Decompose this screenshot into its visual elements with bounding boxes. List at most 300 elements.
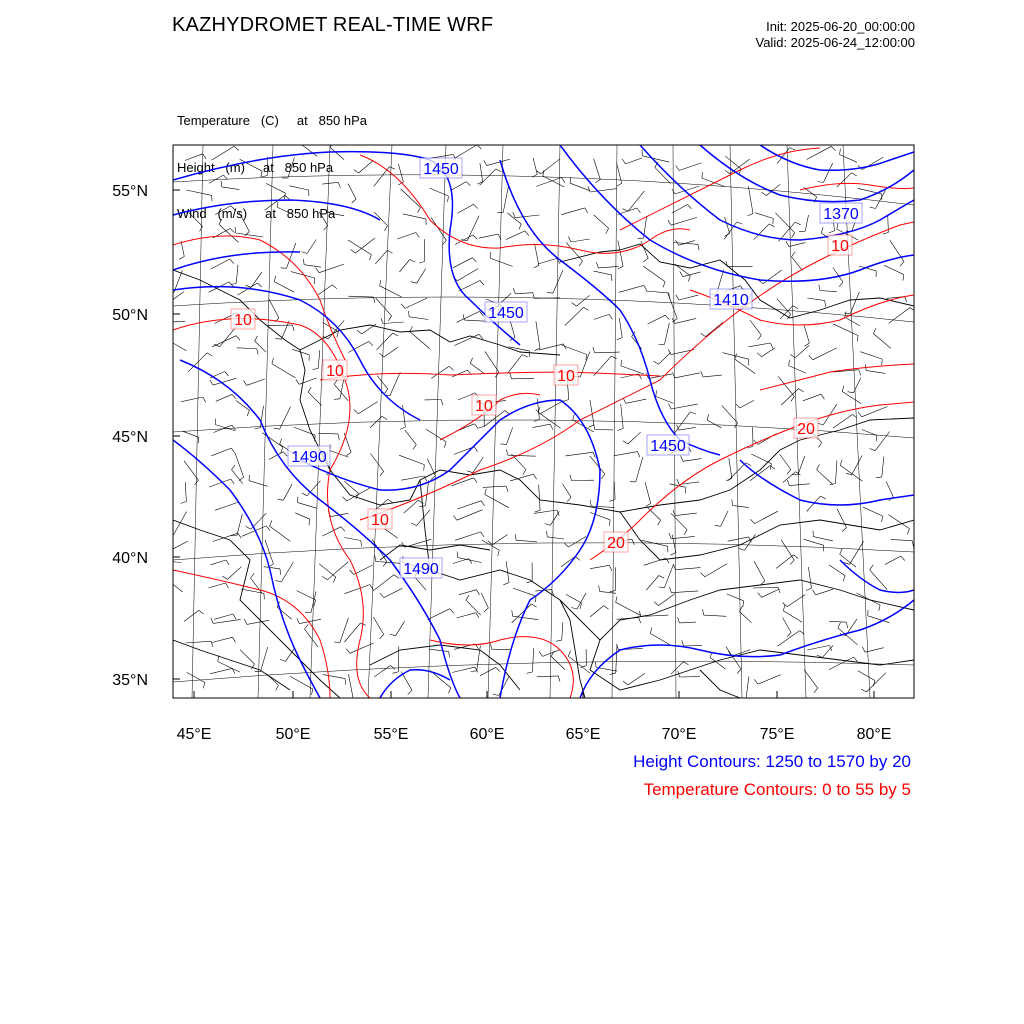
wind-barb-flag <box>303 259 304 265</box>
wind-barb <box>884 265 904 274</box>
wind-barb <box>725 217 730 233</box>
wind-barb-flag <box>519 224 521 230</box>
wind-barb-flag <box>474 478 478 483</box>
wind-barb <box>594 159 601 180</box>
wind-barb <box>565 452 593 456</box>
wind-barb <box>789 243 806 247</box>
wind-barb-flag <box>245 285 251 287</box>
wind-barb <box>783 611 802 623</box>
wind-barb <box>373 617 383 635</box>
wind-barb <box>562 622 563 640</box>
wind-barb <box>457 501 481 509</box>
wind-barb-flag <box>322 576 327 579</box>
wind-barb-flag <box>210 380 213 385</box>
wind-barb <box>212 146 235 160</box>
wind-barb-flag <box>543 170 544 176</box>
wind-barb <box>396 621 405 636</box>
wind-barb <box>594 215 609 228</box>
wind-barb <box>727 594 744 601</box>
wind-barb <box>291 272 315 278</box>
wind-barb <box>457 613 476 618</box>
wind-barb <box>464 320 485 321</box>
wind-barb-flag <box>203 682 204 688</box>
wind-barb <box>780 454 791 470</box>
wind-barb-flag <box>255 336 258 341</box>
temperature-contour-label: 10 <box>475 398 493 415</box>
wind-barb-flag <box>842 386 844 392</box>
wind-barb <box>414 577 426 591</box>
wind-barb-flag <box>484 608 489 612</box>
wind-barb <box>281 562 293 582</box>
wind-barb <box>374 212 387 225</box>
wind-barb-flag <box>665 315 669 320</box>
wind-barb-flag <box>311 689 313 695</box>
wind-barb <box>403 405 406 427</box>
wind-barb-flag <box>305 624 309 629</box>
wind-barb-flag <box>390 634 396 636</box>
wind-barb <box>211 560 226 565</box>
lon-label: 50°E <box>275 726 311 743</box>
wind-barb <box>795 345 809 357</box>
wind-barb-flag <box>668 220 671 225</box>
wind-barb-flag <box>818 182 824 183</box>
wind-barb <box>385 529 398 538</box>
wind-barb-flag <box>393 672 399 674</box>
wind-barb <box>621 366 644 374</box>
wind-barb-flag <box>609 499 615 501</box>
temperature-contour-label: 10 <box>234 312 252 329</box>
wind-barb-flag <box>165 547 169 551</box>
wind-barb <box>648 315 666 324</box>
wind-barb <box>327 562 348 580</box>
wind-barb <box>671 513 687 530</box>
wind-barb <box>837 173 852 187</box>
wind-barb-flag <box>639 618 641 624</box>
wind-barb-flag <box>757 353 762 357</box>
wind-barb-flag <box>234 146 238 150</box>
wind-barb <box>665 323 670 344</box>
lon-label: 80°E <box>856 726 892 743</box>
wind-barb-flag <box>623 209 629 211</box>
wind-barb-flag <box>532 174 537 177</box>
wind-barb-flag <box>264 593 265 599</box>
wind-barb-flag <box>411 523 416 526</box>
wind-barb <box>833 414 853 428</box>
wind-barb <box>538 258 557 264</box>
wind-barb-flag <box>453 516 457 521</box>
wind-barb-flag <box>448 688 451 694</box>
wind-barb <box>798 456 805 475</box>
wind-barb-flag <box>859 370 861 376</box>
wind-barb <box>261 647 268 672</box>
wind-barb-flag <box>739 548 745 550</box>
wind-barb-flag <box>309 519 310 525</box>
wind-barb-flag <box>580 603 581 609</box>
wind-barb <box>348 341 369 352</box>
wind-barb-flag <box>231 448 235 453</box>
wind-barb-flag <box>599 586 600 592</box>
wind-barb-flag <box>787 470 791 475</box>
wind-barb-flag <box>787 480 789 486</box>
wind-barb <box>543 650 560 657</box>
wind-barb-flag <box>385 226 388 231</box>
height-contour-label: 1450 <box>650 438 686 455</box>
wind-barb <box>551 656 565 669</box>
wind-barb-flag <box>644 258 649 262</box>
wind-barb-flag <box>351 250 356 254</box>
wind-barb-flag <box>413 445 417 450</box>
wind-barb <box>269 299 279 319</box>
wind-barb-flag <box>354 410 358 414</box>
wind-barb <box>792 257 803 271</box>
wind-barb <box>318 285 332 295</box>
wind-barb <box>728 537 749 541</box>
wind-barb <box>330 148 344 160</box>
wind-barb <box>354 565 373 574</box>
wind-barb <box>840 155 858 163</box>
wind-barb-flag <box>387 250 392 253</box>
wind-barb-flag <box>606 228 609 233</box>
wind-barb <box>733 505 749 507</box>
wind-barb-flag <box>672 372 675 377</box>
wind-barb <box>466 600 481 615</box>
wind-barb <box>807 646 829 651</box>
wind-barb <box>358 402 377 414</box>
wind-barb <box>813 348 837 360</box>
wind-barb <box>808 567 811 588</box>
wind-barb-flag <box>275 338 281 339</box>
temperature-contour-label: 20 <box>797 421 815 438</box>
wind-barb-flag <box>158 317 160 323</box>
wind-barb <box>679 163 701 171</box>
wind-barb-flag <box>380 280 381 286</box>
wind-barb <box>783 472 796 483</box>
wind-barb-flag <box>485 489 487 495</box>
wind-barb <box>481 593 488 608</box>
wind-barb-flag <box>476 590 479 595</box>
field-temperature: Temperature (C) at 850 hPa <box>177 113 368 128</box>
wind-barb-flag <box>354 170 359 173</box>
height-contour-label: 1490 <box>403 561 439 578</box>
valid-time: Valid: 2025-06-24_12:00:00 <box>755 35 915 50</box>
wind-barb-flag <box>198 437 199 443</box>
wind-barb-flag <box>484 160 487 165</box>
wind-barb-flag <box>534 265 539 268</box>
wind-barb <box>431 218 446 241</box>
map-title: KAZHYDROMET REAL-TIME WRF <box>172 14 494 36</box>
wind-barb-flag <box>637 452 640 458</box>
wind-barb <box>533 158 537 175</box>
wind-barb <box>619 318 622 337</box>
wind-barb-flag <box>669 587 671 593</box>
wind-barb-flag <box>498 550 500 556</box>
wind-barb-flag <box>812 590 815 595</box>
wind-barb-flag <box>276 580 282 582</box>
wind-barb <box>265 195 285 210</box>
wind-barb-flag <box>551 651 554 656</box>
wind-barb <box>480 667 496 676</box>
wind-barb-flag <box>562 178 565 183</box>
wind-barb <box>214 614 233 619</box>
wind-barb-flag <box>637 208 640 213</box>
lat-label: 55°N <box>112 183 148 200</box>
wind-barb-flag <box>658 520 661 525</box>
wind-barb <box>215 502 238 510</box>
wind-barb <box>703 375 722 377</box>
wind-barb-flag <box>272 358 274 364</box>
wind-barb-flag <box>610 673 616 674</box>
wind-barb-flag <box>503 583 509 585</box>
wind-barb-flag <box>829 231 835 233</box>
wind-barb-flag <box>547 531 548 537</box>
wind-barb <box>454 145 477 159</box>
init-time: Init: 2025-06-20_00:00:00 <box>766 19 915 34</box>
wind-barb <box>816 589 833 595</box>
wind-barb-flag <box>296 379 299 384</box>
wind-barb-flag <box>883 232 889 234</box>
wind-barb <box>590 189 617 192</box>
wind-barb <box>805 215 808 231</box>
wind-barb-flag <box>448 196 449 202</box>
wind-barb-flag <box>164 555 165 561</box>
wind-barb-flag <box>570 475 572 481</box>
wind-barb <box>837 509 847 528</box>
wind-barb-flag <box>770 343 773 348</box>
wind-barb-flag <box>381 318 383 324</box>
wind-barb <box>891 540 913 541</box>
wind-barb <box>430 188 449 196</box>
wind-barb <box>749 343 771 347</box>
wind-barb <box>298 503 318 509</box>
wind-barb-flag <box>839 282 843 287</box>
wind-barb-flag <box>293 325 295 331</box>
wind-barb <box>459 281 480 292</box>
temperature-contour-label: 10 <box>326 363 344 380</box>
wind-barb <box>513 588 536 596</box>
wind-barb <box>232 470 243 484</box>
wind-barb-flag <box>563 400 569 402</box>
wind-barb-flag <box>901 556 905 560</box>
wind-barb <box>683 272 701 277</box>
wind-barb-flag <box>790 354 795 357</box>
wind-barb-flag <box>840 149 841 155</box>
wind-barb-flag <box>297 618 300 623</box>
wind-barb <box>777 299 791 315</box>
wind-barb <box>833 268 843 283</box>
wind-barb-flag <box>466 595 469 600</box>
wind-barb <box>299 378 317 384</box>
wind-barb <box>431 366 449 378</box>
wind-barb-flag <box>243 380 246 385</box>
wind-barb <box>211 448 231 456</box>
temperature-contour-label: 10 <box>557 368 575 385</box>
lat-label: 45°N <box>112 429 148 446</box>
wind-barb-flag <box>610 520 611 526</box>
wind-barb-flag <box>280 439 282 445</box>
wind-barb-flag <box>231 479 234 484</box>
wind-barb-flag <box>231 206 235 210</box>
wind-barb <box>272 364 296 378</box>
wind-barb <box>185 154 203 161</box>
wind-barb-flag <box>181 502 187 504</box>
wind-barb-flag <box>873 328 876 333</box>
wind-barb-flag <box>501 444 507 445</box>
wind-barb-flag <box>848 392 854 393</box>
wind-barb <box>746 676 749 698</box>
wind-barb <box>188 211 203 226</box>
wind-barb <box>515 215 539 218</box>
wind-barb <box>547 537 564 539</box>
wind-barb <box>169 341 187 351</box>
wind-barb-flag <box>338 182 340 188</box>
wind-barb-flag <box>496 667 500 671</box>
wind-barb-flag <box>654 602 659 606</box>
wind-barb <box>823 163 832 183</box>
wind-barb <box>511 454 526 470</box>
wind-barb <box>570 183 590 191</box>
wind-barb <box>213 619 240 623</box>
wind-barb <box>813 537 833 541</box>
wind-barb-flag <box>450 609 454 614</box>
wind-barb <box>850 292 859 314</box>
wind-barb <box>405 298 427 308</box>
wind-barb <box>783 618 792 633</box>
lon-ticks <box>194 691 874 698</box>
wind-barb-flag <box>621 360 622 366</box>
wind-barb <box>473 457 484 473</box>
wind-barb-flag <box>568 237 571 243</box>
wind-barb <box>374 666 390 677</box>
wind-barb <box>384 588 403 597</box>
wind-barb <box>836 461 837 484</box>
wind-barb-flag <box>370 255 372 261</box>
wind-barb <box>671 536 695 538</box>
wind-barb-flag <box>568 651 570 657</box>
wind-barb-flag <box>840 549 842 555</box>
wind-barb <box>283 484 292 500</box>
wind-barb <box>297 591 316 600</box>
wind-barb-flag <box>179 257 184 260</box>
wind-barb <box>536 321 540 348</box>
wind-barb-flag <box>758 593 762 598</box>
wind-barb <box>399 260 409 273</box>
wind-barb-flag <box>341 527 345 532</box>
wind-barb <box>458 558 482 563</box>
wind-barb-flag <box>854 657 858 662</box>
wind-barb-flag <box>650 628 652 634</box>
wind-barb <box>483 486 506 487</box>
height-contour-label: 1410 <box>713 292 749 309</box>
wind-barb-flag <box>525 231 529 236</box>
wind-barb-flag <box>332 285 337 289</box>
wind-barb-flag <box>400 427 406 429</box>
wind-barb-flag <box>596 662 597 668</box>
wind-barb <box>537 676 559 677</box>
wind-barb <box>704 615 727 616</box>
wind-barb-flag <box>843 576 845 582</box>
wind-barb-flag <box>573 414 575 420</box>
wind-barb-flag <box>789 360 790 366</box>
wind-barb <box>562 484 571 498</box>
wind-barb <box>626 399 647 403</box>
wind-barb <box>823 404 837 425</box>
wind-barb-flag <box>545 524 551 526</box>
wind-barb-flag <box>475 424 479 429</box>
wind-barb-flag <box>258 283 262 287</box>
wind-barb-flag <box>280 659 286 661</box>
wind-barb <box>650 633 669 644</box>
wind-barb <box>705 564 727 577</box>
height-contour-label: 1450 <box>488 305 524 322</box>
wind-barb-flag <box>790 560 794 565</box>
wind-barb <box>840 554 856 567</box>
wind-barb <box>875 432 890 451</box>
lon-label: 60°E <box>469 726 505 743</box>
wind-barb-flag <box>761 192 766 196</box>
wind-barb-flag <box>579 261 582 266</box>
wind-barb-flag <box>547 292 553 293</box>
wind-barb <box>863 507 883 516</box>
wind-barb-flag <box>380 471 384 476</box>
wind-barb <box>822 645 833 657</box>
wind-barb <box>319 264 344 273</box>
wind-barb <box>319 433 338 434</box>
wind-barb <box>169 292 184 303</box>
wind-barb-flag <box>845 311 847 317</box>
wind-barb <box>616 645 617 673</box>
wind-barb <box>377 333 393 350</box>
wind-barb-flag <box>301 252 307 254</box>
wind-barb <box>675 568 700 570</box>
wind-barb <box>247 620 269 624</box>
wind-barb <box>397 233 416 240</box>
wind-barb-flag <box>283 452 287 456</box>
wind-barb <box>344 538 361 541</box>
wind-barb-flag <box>758 335 762 340</box>
wind-barb-flag <box>584 307 589 310</box>
lon-label: 55°E <box>373 726 409 743</box>
wind-barb-flag <box>601 474 605 479</box>
wind-barb-flag <box>659 587 665 588</box>
wind-barb <box>334 384 348 401</box>
wind-barb <box>645 482 651 503</box>
wind-barb-flag <box>653 361 658 364</box>
wind-barb <box>614 482 615 500</box>
wind-barb <box>729 458 732 478</box>
wind-barb-flag <box>478 427 484 429</box>
wind-barb-flag <box>490 252 491 258</box>
wind-barb <box>487 159 510 165</box>
wind-barb-flag <box>680 272 683 277</box>
wind-barb <box>885 556 901 565</box>
lon-label: 65°E <box>565 726 601 743</box>
wind-barb-flag <box>424 465 425 471</box>
wind-barb-flag <box>842 528 847 532</box>
wind-barb <box>480 163 483 182</box>
wind-barb <box>628 432 641 444</box>
wind-barb <box>457 510 483 521</box>
wind-barb-flag <box>393 333 398 336</box>
wind-barb-flag <box>285 195 290 199</box>
wind-barb <box>185 482 186 501</box>
wind-barb <box>740 400 754 408</box>
wind-barb <box>850 541 864 564</box>
wind-barb-flag <box>676 295 679 300</box>
wind-barb-flag <box>900 262 904 267</box>
wind-barb <box>409 317 428 320</box>
wind-barb-flag <box>334 399 340 400</box>
wind-barb <box>188 353 207 372</box>
